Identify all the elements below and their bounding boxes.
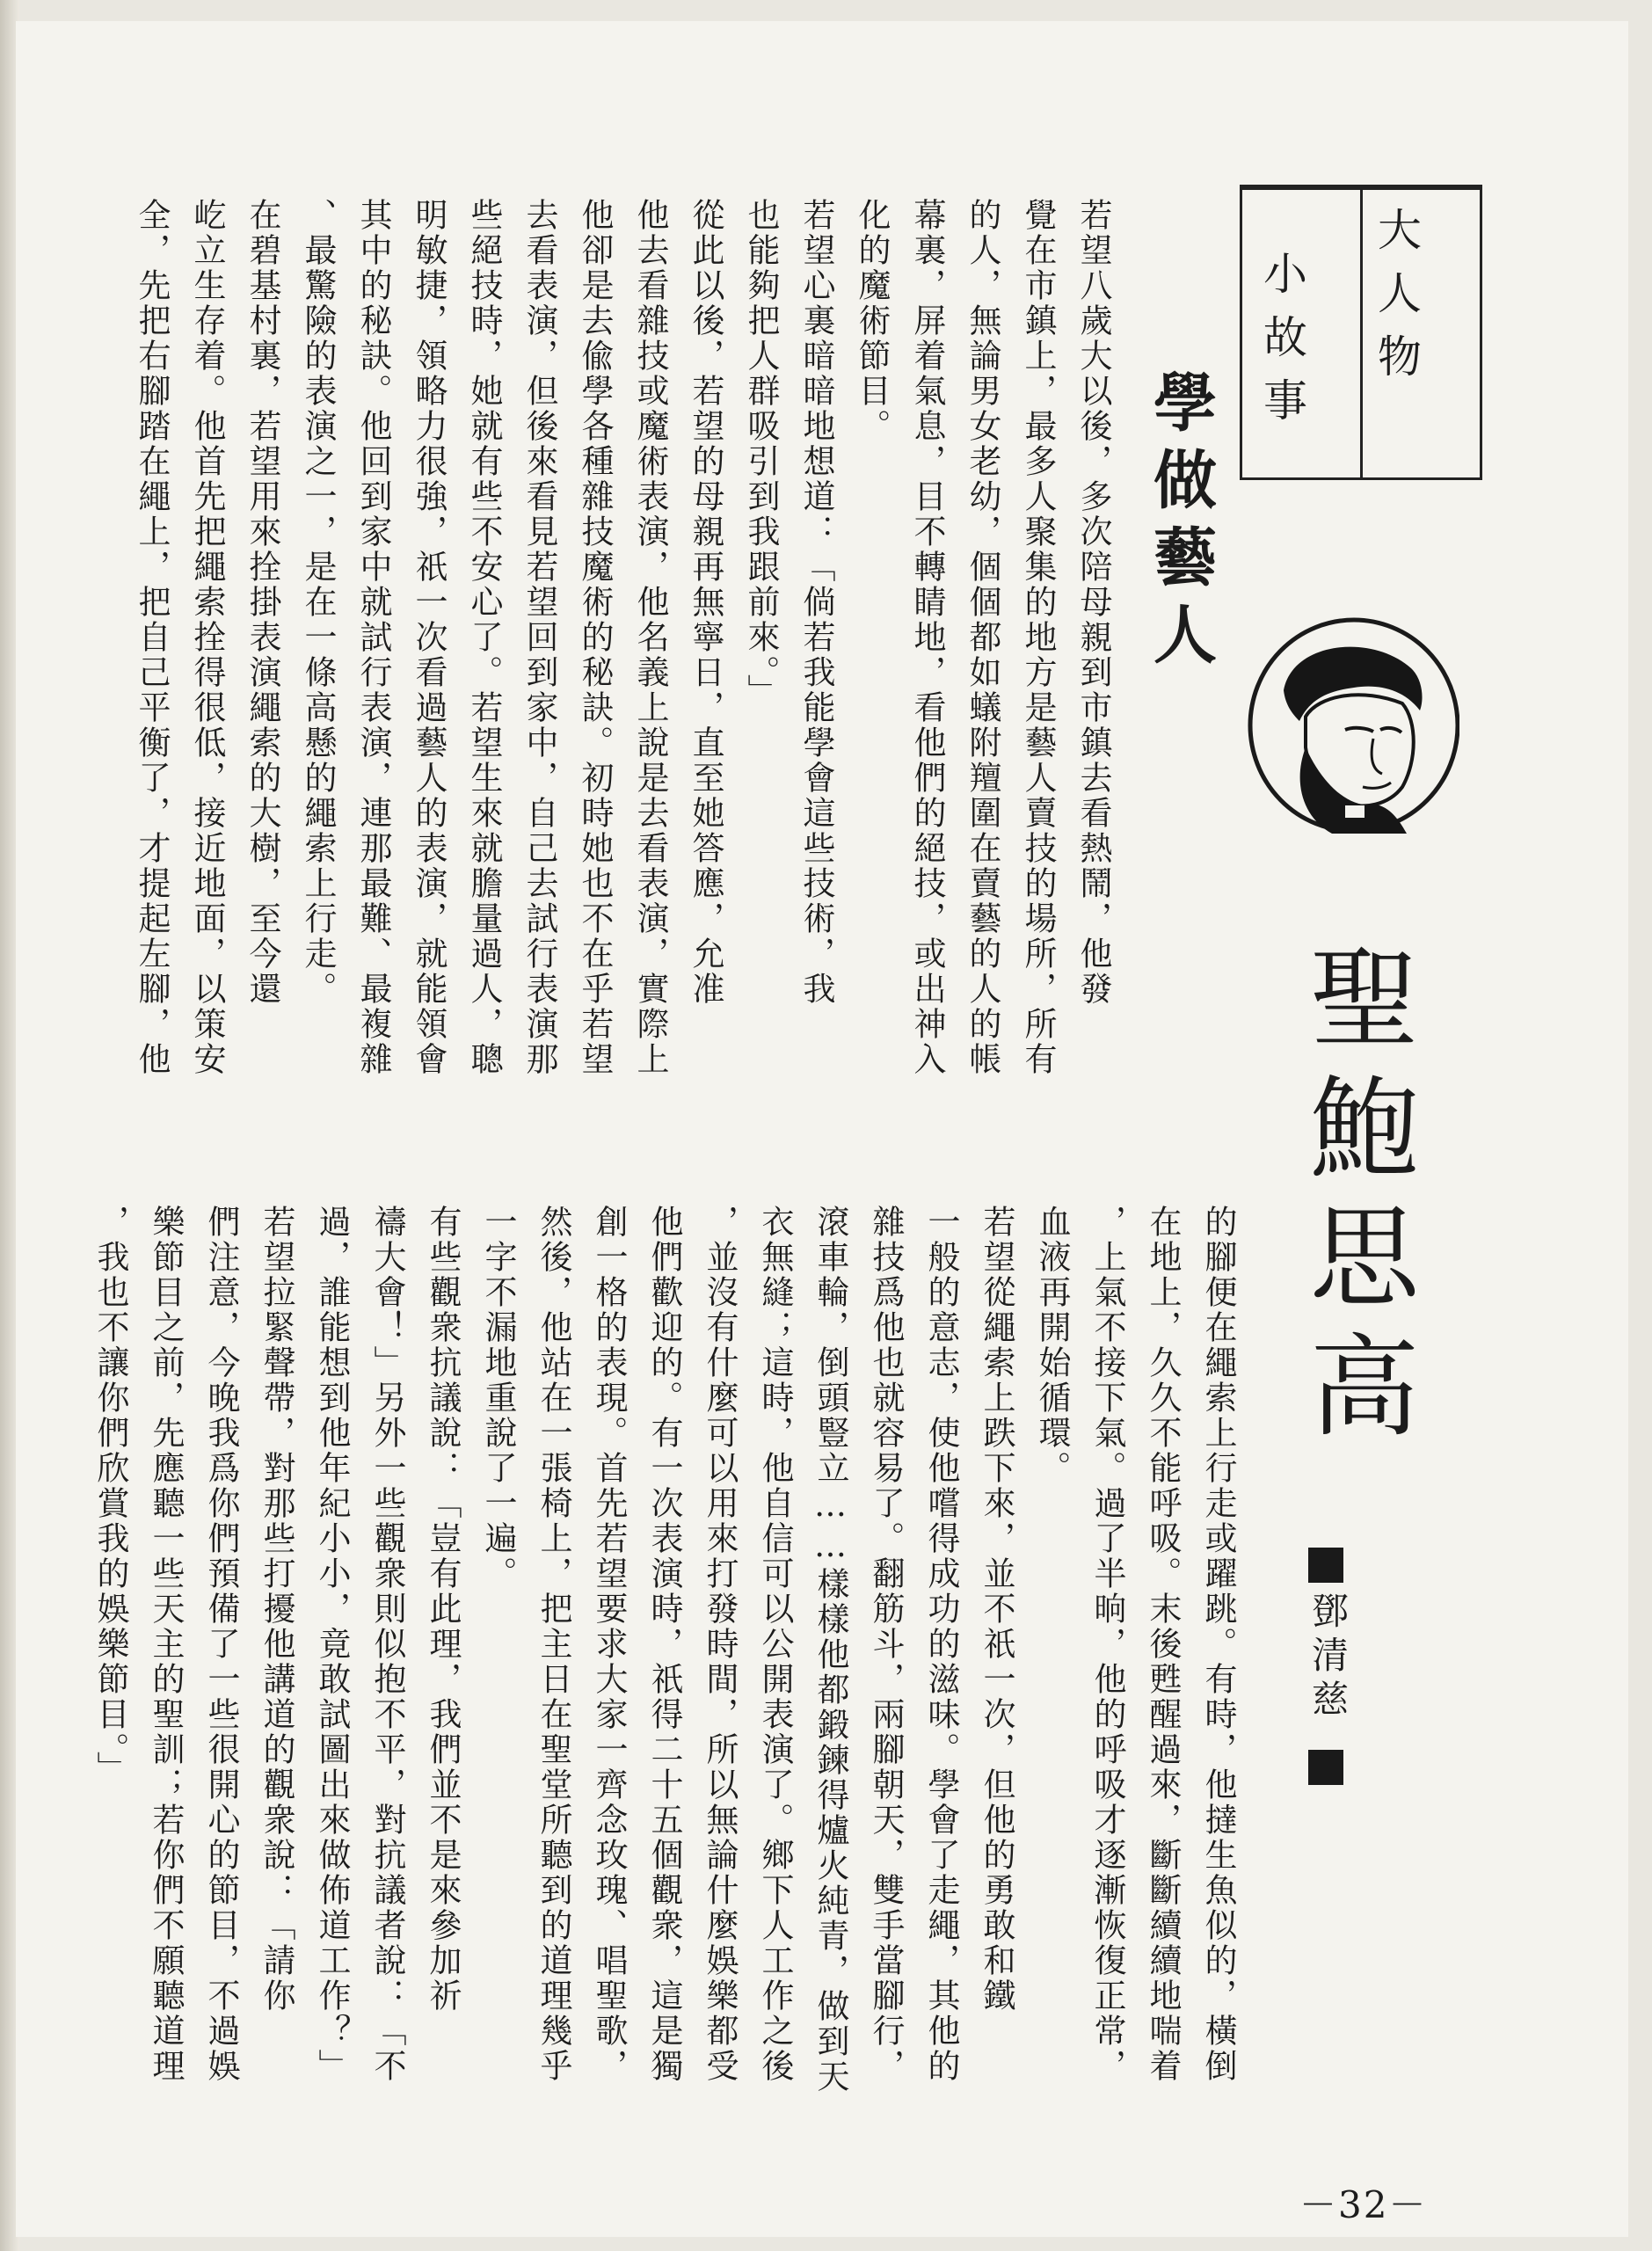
text-column: ，我也不讓你們欣賞我的娛樂節目。」 [91,1205,129,1787]
series-label-box [1240,185,1482,480]
text-column: 的腳便在繩索上行走或躍跳。有時，他撻生魚似的，橫倒 [1199,1205,1237,2084]
series-label-left: 小故事 [1256,251,1307,441]
text-column: 若望心裏暗暗地想道：「倘若我能學會這些技術，我 [797,198,835,1007]
author-byline: 鄧清慈 [1306,1592,1350,1723]
text-column: ，並沒有什麼可以用來打發時間，所以無論什麼娛樂都受 [701,1205,739,2084]
text-column: 若望八歲大以後，多次陪母親到市鎮去看熱鬧，他發 [1074,198,1112,1007]
text-column: 雜技爲他也就容易了。翻筋斗，兩腳朝天，雙手當腳行， [867,1205,905,2084]
text-column: 衣無縫；這時，他自信可以公開表演了。鄉下人工作之後 [756,1205,794,2084]
text-column: 化的魔術節目。 [853,198,891,444]
text-column: 血液再開始循環。 [1033,1205,1071,1486]
byline-square-top [1308,1548,1343,1583]
text-column: 們注意，今晚我爲你們預備了一些很開心的節目，不過娛 [202,1205,240,2084]
text-column: 若望拉緊聲帶，對那些打擾他講道的觀衆說：「請你 [258,1205,295,2014]
page-number: －32－ [1299,2183,1428,2226]
text-column: 明敏捷，領略力很強，祇一次看過藝人的表演，就能領會 [410,198,448,1077]
text-column: 禱大會！」另外一些觀衆則似抱不平，對抗議者說：「不 [368,1205,406,2084]
text-column: 屹立生存着。他首先把繩索拴得很低，接近地面，以策安 [188,198,226,1077]
text-column: 有些觀衆抗議說：「豈有此理，我們並不是來參加祈 [424,1205,462,2014]
text-column: 創一格的表現。首先若望要求大家一齊念玫瑰、唱聖歌， [590,1205,628,2084]
text-column: 過，誰能想到他年紀小小，竟敢試圖出來做佈道工作？」 [313,1205,351,2084]
text-column: 從此以後，若望的母親再無寧日，直至她答應，允准 [687,198,724,1007]
text-column: 在地上，久久不能呼吸。末後甦醒過來，斷斷續續地喘着 [1144,1205,1182,2084]
text-column: 覺在市鎮上，最多人聚集的地方是藝人賣技的場所，所有 [1019,198,1057,1077]
text-column: ，上氣不接下氣。過了半晌，他的呼吸才逐漸恢復正常， [1088,1205,1126,2084]
text-column: 他們歡迎的。有一次表演時，祇得二十五個觀衆，這是獨 [645,1205,683,2084]
text-column: 他卻是去偸學各種雜技魔術的秘訣。初時她也不在乎若望 [576,198,614,1077]
text-column: 也能夠把人群吸引到我跟前來。」 [742,198,780,710]
portrait-illustration [1222,607,1459,844]
text-column: 滾車輪，倒頭豎立……樣樣他都鍛鍊得爐火純青，做到天 [811,1205,849,2094]
series-label-right: 大人物 [1371,207,1422,397]
text-column: 一字不漏地重說了一遍。 [479,1205,517,1592]
text-column: 在碧基村裏，若望用來拴掛表演繩索的大樹，至今還 [244,198,281,1007]
text-column: 然後，他站在一張椅上，把主日在聖堂所聽到的道理幾乎 [535,1205,572,2084]
text-column: 、最驚險的表演之一，是在一條高懸的繩索上行走。 [299,198,337,1007]
byline-square-bottom [1308,1750,1343,1785]
text-column: 全，先把右腳踏在繩上，把自己平衡了，才提起左腳，他 [133,198,171,1077]
text-column: 他去看雜技或魔術表演，他名義上說是去看表演，實際上 [631,198,669,1077]
text-column: 樂節目之前，先應聽一些天主的聖訓；若你們不願聽道理 [147,1205,185,2084]
article-subtitle: 學做藝人 [1143,369,1218,679]
text-column: 其中的秘訣。他回到家中就試行表演，連那最難、最複雜 [354,198,392,1077]
text-column: 若望從繩索上跌下來，並不祇一次，但他的勇敢和鐵 [978,1205,1015,2014]
article-title: 聖鮑思高 [1291,941,1418,1458]
text-column: 去看表演，但後來看見若望回到家中，自己去試行表演那 [520,198,558,1077]
text-column: 些絕技時，她就有些不安心了。若望生來就膽量過人，聰 [465,198,503,1077]
text-column: 幕裏，屏着氣息，目不轉睛地，看他們的絕技，或出神入 [908,198,946,1077]
text-column: 的人，無論男女老幼，個個都如蟻附羶圍在賣藝的人的帳 [964,198,1001,1077]
text-column: 一般的意志，使他嚐得成功的滋味。學會了走繩，其他的 [922,1205,960,2084]
